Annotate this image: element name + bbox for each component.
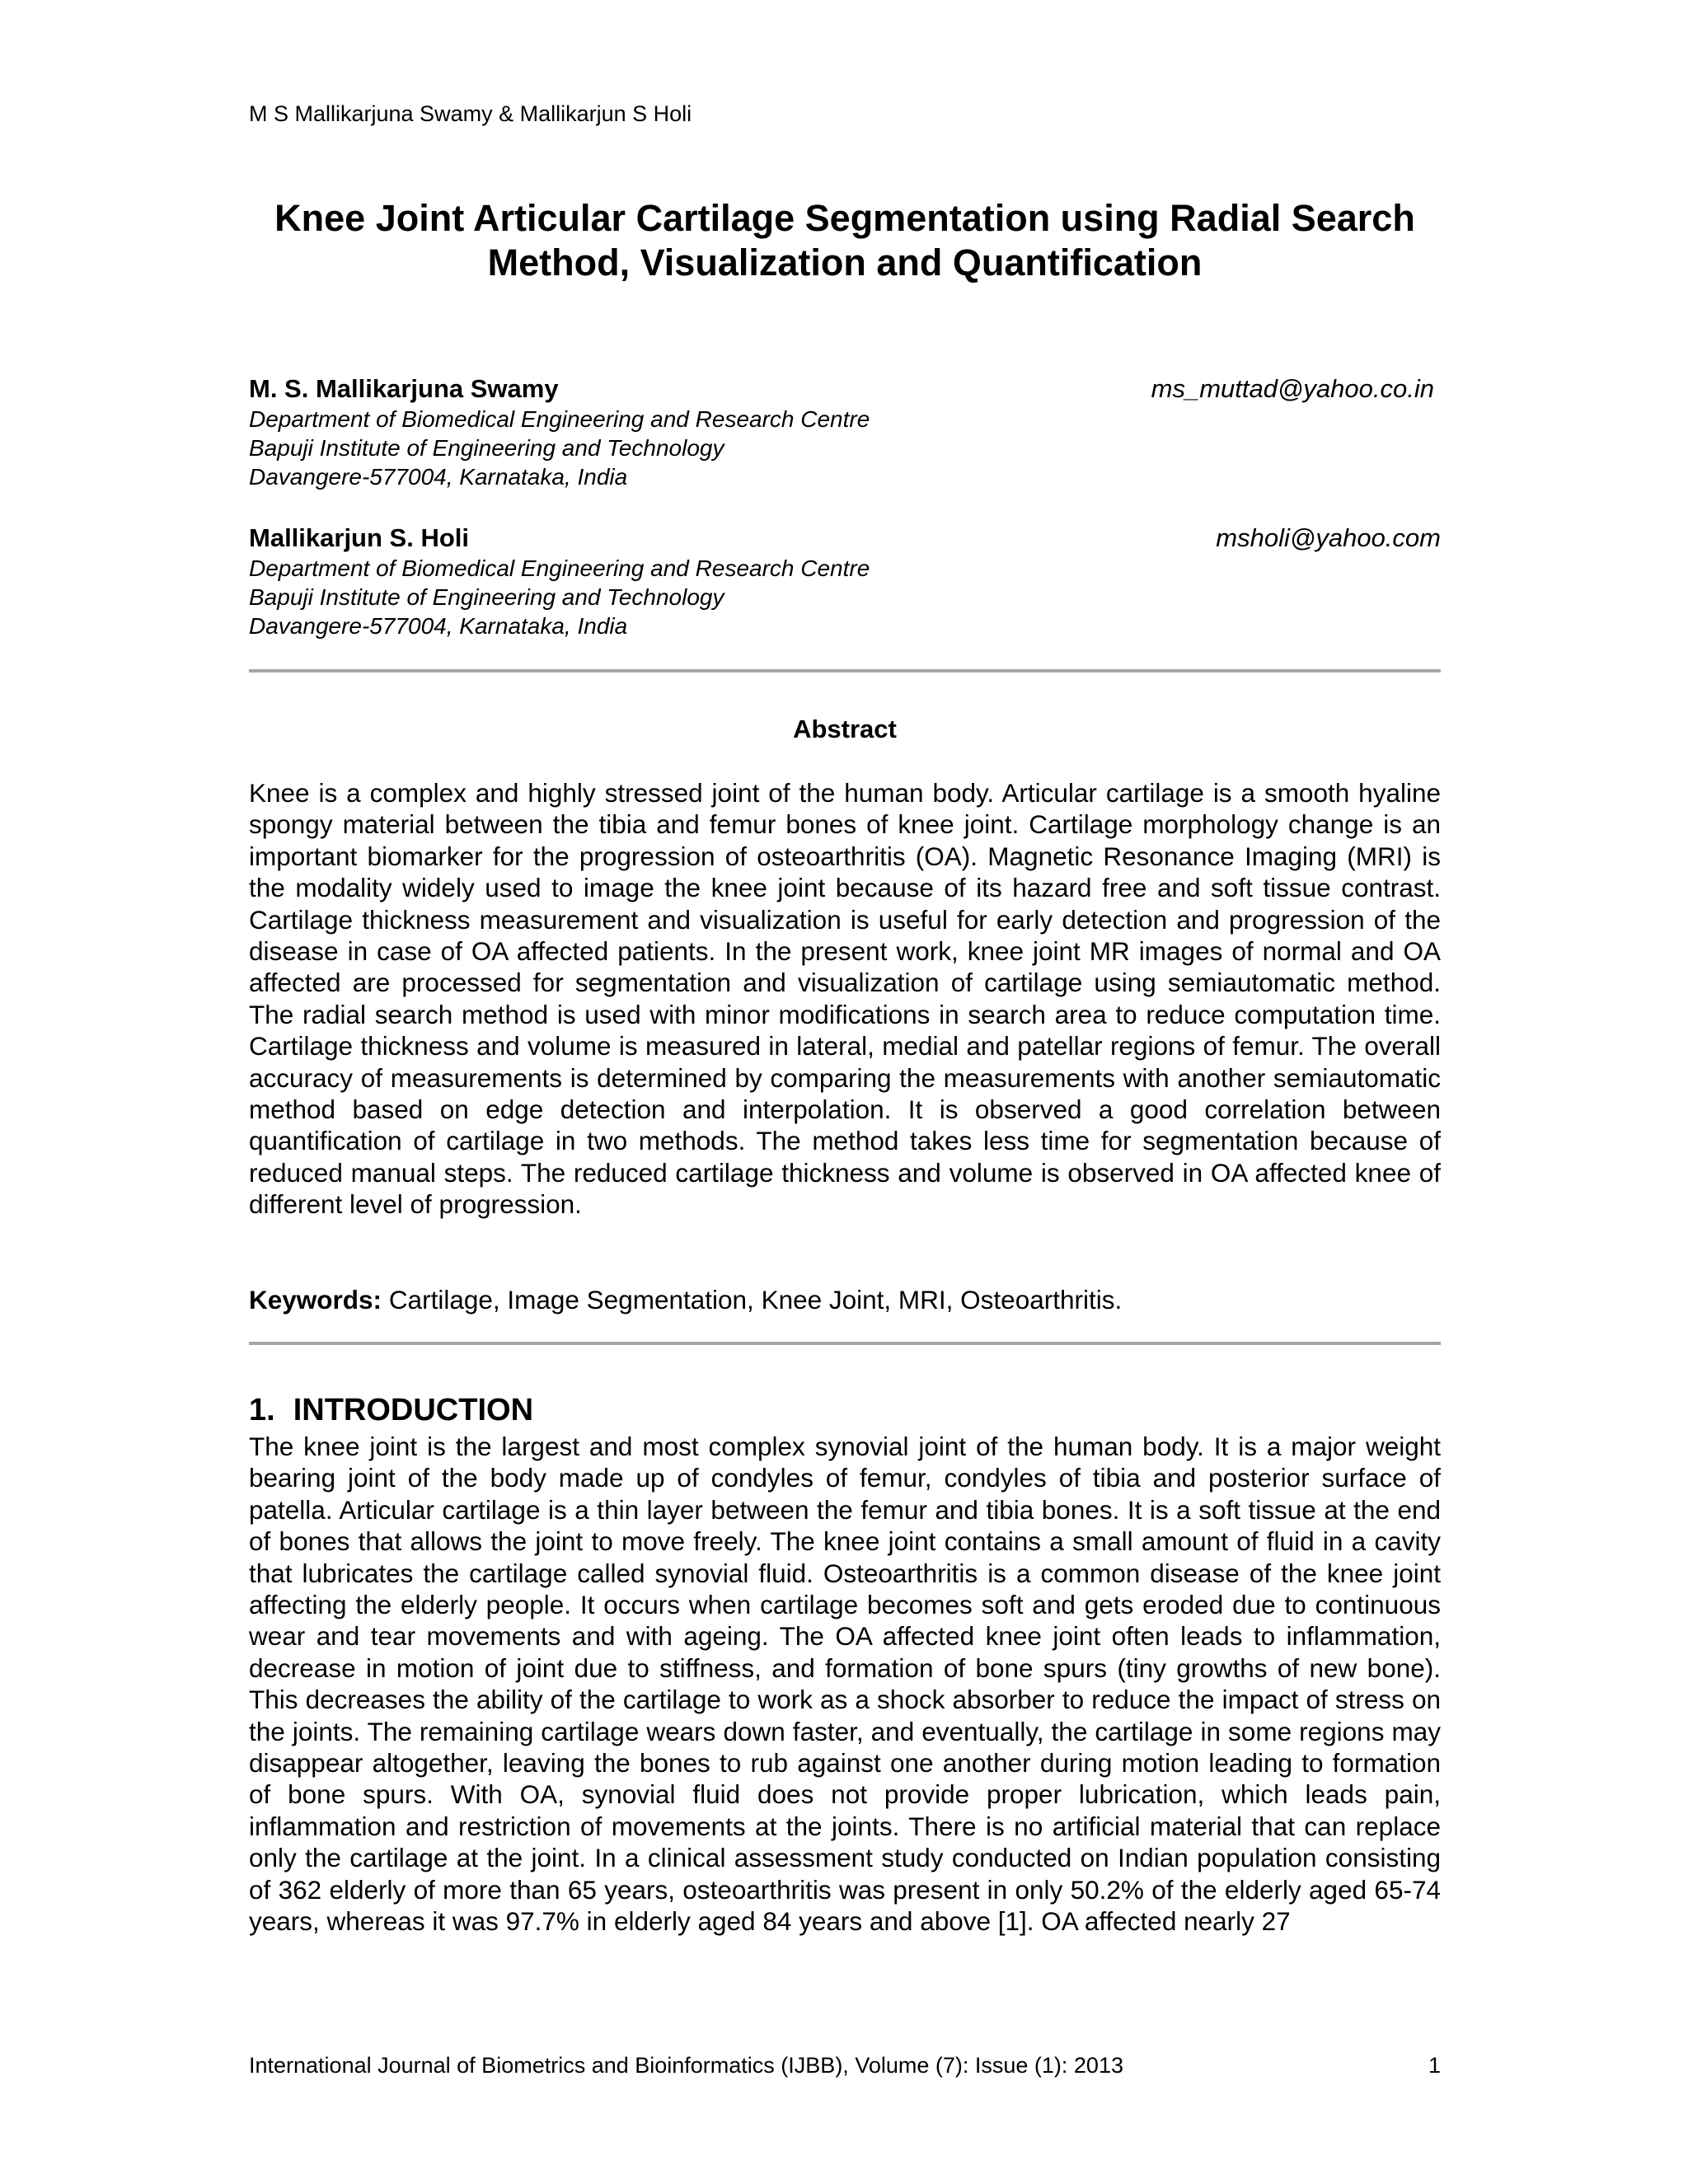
affiliation-department: Department of Biomedical Engineering and Research Centre [249,406,870,432]
page-footer [249,2052,1441,2079]
section-title: INTRODUCTION [293,1393,534,1427]
footer-journal: International Journal of Biometrics and Bioinformatics (IJBB), Volume (7): Issue (1): 2013 [249,2053,1123,2078]
introduction-heading [249,1391,533,1429]
abstract-heading: Abstract [793,715,897,743]
affiliation-address: Davangere-577004, Karnataka, India [249,464,628,490]
author-block-1 [249,373,1441,491]
author-email[interactable]: msholi@yahoo.com [1216,523,1441,552]
page-number: 1 [1428,2053,1441,2078]
keywords-line [249,1284,1441,1315]
section-number: 1. [249,1393,275,1427]
abstract-text: Knee is a complex and highly stressed joint of the human body. Articular cartilage is a smooth hyaline spongy material between the tibia and femur bones of knee joint. Cartilage morphology change is an important biomarker for the progression of osteoarthritis (OA). Magnetic Resonance Imaging (MRI) is the modality widely used to image the knee joint because of its hazard free and soft tissue contrast. Cartilage thickness measurement and visualization is useful for early detection and progression of the disease in case of OA affected patients. In the present work, knee joint MR images of normal and OA affected are processed for segmentation and visualization of cartilage using semiautomatic method. The radial search method is used with minor modifications in search area to reduce computation time. Cartilage thickness and volume is measured in lateral, medial and patellar regions of femur. The overall accuracy of measurements is determined by comparing the measurements with another semiautomatic method based on edge detection and interpolation. It is observed a good correlation between quantification of cartilage in two methods. The method takes less time for segmentation because of reduced manual steps. The reduced cartilage thickness and volume is observed in OA affected knee of different level of progression. [249,778,1441,1220]
running-header: M S Mallikarjuna Swamy & Mallikarjun S Holi [249,101,692,126]
introduction-text: The knee joint is the largest and most complex synovial joint of the human body. It is a major weight bearing joint of the body made up of condyles of femur, condyles of tibia and posterior surface of patella. Articular cartilage is a thin layer between the femur and tibia bones. It is a soft tissue at the end of bones that allows the joint to move freely. The knee joint contains a small amount of fluid in a cavity that lubricates the cartilage called synovial fluid. Osteoarthritis is a common disease of the knee joint affecting the elderly people. It occurs when cartilage becomes soft and gets eroded due to continuous wear and tear movements and with ageing. The OA affected knee joint often leads to inflammation, decrease in motion of joint due to stiffness, and formation of bone spurs (tiny growths of new bone). This decreases the ability of the cartilage to work as a shock absorber to reduce the impact of stress on the joints. The remaining cartilage wears down faster, and eventually, the cartilage in some regions may disappear altogether, leaving the bones to rub against one another during motion leading to formation of bone spurs. With OA, synovial fluid does not provide proper lubrication, which leads pain, inflammation and restriction of movements at the joints. There is no artificial material that can replace only the cartilage at the joint. In a clinical assessment study conducted on Indian population consisting of 362 elderly of more than 65 years, osteoarthritis was present in only 50.2% of the elderly aged 65-74 years, whereas it was 97.7% in elderly aged 84 years and above [1]. OA affected nearly 27 [249,1432,1441,1937]
paper-title: Knee Joint Articular Cartilage Segmentation using Radial Search Method, Visualization and Quantification [274,197,1415,284]
keywords-text: Cartilage, Image Segmentation, Knee Joint, MRI, Osteoarthritis. [388,1285,1123,1315]
author-name: Mallikarjun S. Holi [249,523,469,552]
author-block-2 [249,523,1441,640]
affiliation-address: Davangere-577004, Karnataka, India [249,613,628,639]
section-divider [249,669,1441,673]
affiliation-institute: Bapuji Institute of Engineering and Technology [249,435,724,461]
keywords-label: Keywords: [249,1285,382,1315]
author-name: M. S. Mallikarjuna Swamy [249,374,559,403]
affiliation-department: Department of Biomedical Engineering and Research Centre [249,555,870,581]
affiliation-institute: Bapuji Institute of Engineering and Technology [249,584,724,610]
author-email[interactable]: ms_muttad@yahoo.co.in [1151,374,1434,403]
section-divider [249,1342,1441,1345]
